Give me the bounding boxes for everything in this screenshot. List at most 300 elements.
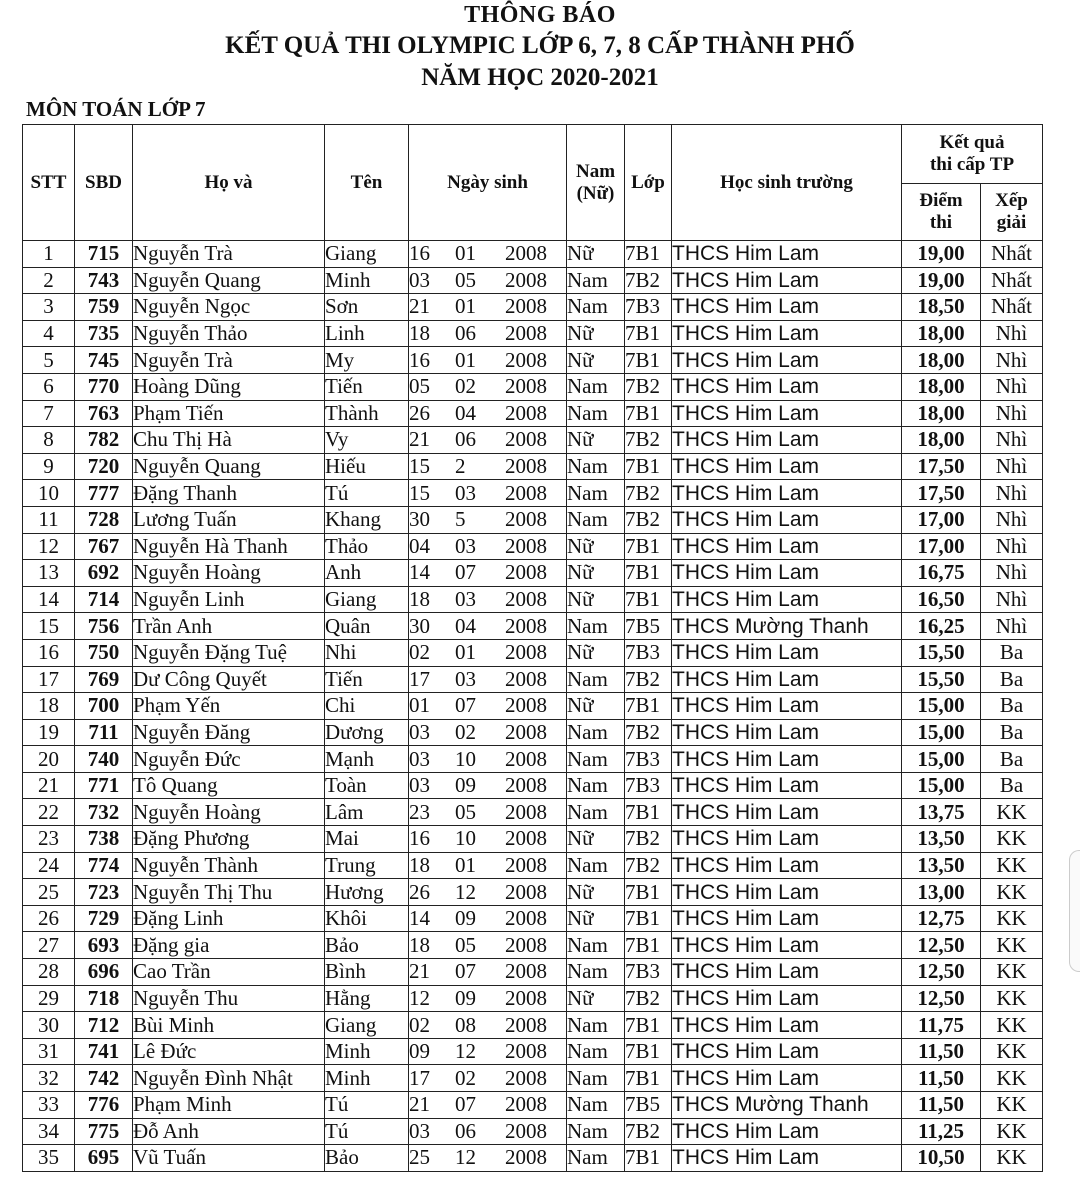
cell-stt: 20 [23, 746, 75, 773]
col-header-xep-b: giải [996, 212, 1027, 233]
cell-gioitinh: Nam [567, 1012, 625, 1039]
dob-year: 2008 [505, 294, 547, 319]
dob-year: 2008 [505, 347, 547, 372]
cell-xepgiai: KK [981, 879, 1043, 906]
cell-ho: Nguyễn Đình Nhật [133, 1065, 325, 1092]
cell-ngaysinh [409, 1118, 567, 1145]
results-table [22, 124, 1043, 1172]
cell-sbd: 718 [75, 985, 133, 1012]
cell-gioitinh: Nam [567, 480, 625, 507]
cell-diem: 19,00 [902, 241, 981, 268]
cell-truong: THCS Him Lam [672, 1065, 902, 1092]
col-header-ho: Họ và [133, 125, 325, 241]
col-header-ten: Tên [325, 125, 409, 241]
cell-stt: 25 [23, 879, 75, 906]
cell-ngaysinh [409, 959, 567, 986]
cell-ten: Minh [325, 1065, 409, 1092]
cell-diem: 15,00 [902, 693, 981, 720]
cell-sbd: 775 [75, 1118, 133, 1145]
cell-lop: 7B1 [625, 560, 672, 587]
dob-day: 26 [409, 879, 430, 904]
dob-month: 02 [455, 719, 476, 744]
cell-stt: 10 [23, 480, 75, 507]
results-title: KẾT QUẢ THI OLYMPIC LỚP 6, 7, 8 CẤP THÀNH PHỐ [225, 32, 855, 59]
cell-ten: Bảo [325, 932, 409, 959]
cell-stt: 9 [23, 453, 75, 480]
cell-stt: 32 [23, 1065, 75, 1092]
dob-month: 09 [455, 773, 476, 798]
dob-year: 2008 [505, 666, 547, 691]
col-header-ketqua-b: thi cấp TP [929, 154, 1015, 175]
col-header-ketqua [902, 125, 1043, 184]
col-header-lop: Lớp [625, 125, 672, 241]
cell-ho: Nguyễn Hoàng [133, 799, 325, 826]
cell-truong: THCS Him Lam [672, 1118, 902, 1145]
cell-sbd: 729 [75, 905, 133, 932]
cell-ngaysinh [409, 666, 567, 693]
cell-ngaysinh [409, 1065, 567, 1092]
cell-xepgiai: KK [981, 1065, 1043, 1092]
cell-ho: Cao Trần [133, 959, 325, 986]
dob-month: 02 [455, 1065, 476, 1090]
cell-truong: THCS Him Lam [672, 241, 902, 268]
dob-year: 2008 [505, 587, 547, 612]
cell-ho: Nguyễn Đức [133, 746, 325, 773]
dob-month: 04 [455, 613, 476, 638]
cell-truong: THCS Him Lam [672, 267, 902, 294]
dob-month: 10 [455, 746, 476, 771]
cell-sbd: 720 [75, 453, 133, 480]
cell-ten: Tú [325, 480, 409, 507]
dob-year: 2008 [505, 1065, 547, 1090]
cell-xepgiai: KK [981, 1038, 1043, 1065]
dob-day: 18 [409, 587, 430, 612]
dob-month: 05 [455, 267, 476, 292]
cell-xepgiai: Ba [981, 746, 1043, 773]
cell-stt: 15 [23, 613, 75, 640]
cell-ten: Sơn [325, 294, 409, 321]
cell-ho: Đỗ Anh [133, 1118, 325, 1145]
cell-gioitinh: Nữ [567, 241, 625, 268]
cell-stt: 12 [23, 533, 75, 560]
dob-day: 04 [409, 533, 430, 558]
cell-ten: Dương [325, 719, 409, 746]
cell-truong: THCS Him Lam [672, 586, 902, 613]
cell-ngaysinh [409, 1012, 567, 1039]
dob-month: 08 [455, 1012, 476, 1037]
dob-month: 09 [455, 985, 476, 1010]
cell-ngaysinh [409, 347, 567, 374]
cell-ngaysinh [409, 1092, 567, 1119]
dob-year: 2008 [505, 826, 547, 851]
cell-ho: Đặng gia [133, 932, 325, 959]
cell-ten: Thành [325, 400, 409, 427]
dob-month: 09 [455, 906, 476, 931]
cell-gioitinh: Nam [567, 1065, 625, 1092]
cell-gioitinh: Nam [567, 1145, 625, 1172]
cell-sbd: 695 [75, 1145, 133, 1172]
dob-day: 16 [409, 826, 430, 851]
cell-lop: 7B2 [625, 480, 672, 507]
table-row [23, 241, 1043, 268]
dob-year: 2008 [505, 879, 547, 904]
cell-diem: 18,00 [902, 427, 981, 454]
table-header-row [23, 125, 1043, 184]
cell-stt: 33 [23, 1092, 75, 1119]
cell-diem: 13,50 [902, 852, 981, 879]
table-row [23, 1038, 1043, 1065]
cell-xepgiai: Nhì [981, 506, 1043, 533]
dob-day: 15 [409, 480, 430, 505]
cell-gioitinh: Nam [567, 932, 625, 959]
cell-ten: Hằng [325, 985, 409, 1012]
cell-gioitinh: Nữ [567, 905, 625, 932]
dob-year: 2008 [505, 560, 547, 585]
cell-ngaysinh [409, 852, 567, 879]
cell-lop: 7B2 [625, 985, 672, 1012]
table-row [23, 400, 1043, 427]
cell-ten: Mạnh [325, 746, 409, 773]
dob-day: 26 [409, 400, 430, 425]
cell-ho: Phạm Yến [133, 693, 325, 720]
cell-ho: Bùi Minh [133, 1012, 325, 1039]
dob-month: 06 [455, 321, 476, 346]
cell-xepgiai: Ba [981, 693, 1043, 720]
cell-ten: Tú [325, 1092, 409, 1119]
dob-day: 03 [409, 746, 430, 771]
table-row [23, 267, 1043, 294]
table-row [23, 1145, 1043, 1172]
dob-day: 03 [409, 719, 430, 744]
dob-month: 03 [455, 533, 476, 558]
cell-ngaysinh [409, 560, 567, 587]
cell-diem: 17,50 [902, 480, 981, 507]
cell-diem: 13,00 [902, 879, 981, 906]
cell-ho: Nguyễn Hoàng [133, 560, 325, 587]
cell-ten: Giang [325, 586, 409, 613]
cell-stt: 30 [23, 1012, 75, 1039]
cell-ho: Đặng Thanh [133, 480, 325, 507]
cell-lop: 7B3 [625, 959, 672, 986]
cell-stt: 35 [23, 1145, 75, 1172]
cell-diem: 16,50 [902, 586, 981, 613]
cell-ho: Nguyễn Thành [133, 852, 325, 879]
cell-lop: 7B3 [625, 772, 672, 799]
cell-ten: Tú [325, 1118, 409, 1145]
cell-xepgiai: KK [981, 1012, 1043, 1039]
cell-xepgiai: Nhất [981, 241, 1043, 268]
table-row [23, 852, 1043, 879]
cell-truong: THCS Him Lam [672, 320, 902, 347]
dob-year: 2008 [505, 241, 547, 266]
cell-sbd: 774 [75, 852, 133, 879]
cell-sbd: 771 [75, 772, 133, 799]
dob-year: 2008 [505, 454, 547, 479]
cell-sbd: 715 [75, 241, 133, 268]
cell-ten: Anh [325, 560, 409, 587]
cell-lop: 7B5 [625, 613, 672, 640]
cell-truong: THCS Him Lam [672, 826, 902, 853]
cell-ho: Nguyễn Ngọc [133, 294, 325, 321]
cell-xepgiai: Ba [981, 719, 1043, 746]
cell-sbd: 743 [75, 267, 133, 294]
cell-ten: Khang [325, 506, 409, 533]
results-body [23, 241, 1043, 1172]
dob-month: 5 [455, 507, 466, 532]
cell-lop: 7B2 [625, 506, 672, 533]
cell-truong: THCS Mường Thanh [672, 1092, 902, 1119]
dob-year: 2008 [505, 267, 547, 292]
cell-stt: 18 [23, 693, 75, 720]
cell-xepgiai: KK [981, 985, 1043, 1012]
cell-gioitinh: Nam [567, 506, 625, 533]
cell-ngaysinh [409, 799, 567, 826]
cell-truong: THCS Him Lam [672, 799, 902, 826]
cell-gioitinh: Nữ [567, 347, 625, 374]
cell-gioitinh: Nam [567, 959, 625, 986]
cell-sbd: 763 [75, 400, 133, 427]
dob-day: 21 [409, 427, 430, 452]
cell-ho: Phạm Tiến [133, 400, 325, 427]
dob-day: 18 [409, 321, 430, 346]
cell-truong: THCS Him Lam [672, 506, 902, 533]
cell-gioitinh: Nam [567, 772, 625, 799]
cell-truong: THCS Him Lam [672, 1012, 902, 1039]
cell-lop: 7B1 [625, 400, 672, 427]
cell-ten: Linh [325, 320, 409, 347]
cell-sbd: 741 [75, 1038, 133, 1065]
dob-month: 07 [455, 560, 476, 585]
cell-ngaysinh [409, 320, 567, 347]
dob-year: 2008 [505, 1039, 547, 1064]
cell-diem: 11,50 [902, 1065, 981, 1092]
dob-day: 09 [409, 1039, 430, 1064]
cell-ngaysinh [409, 373, 567, 400]
cell-lop: 7B2 [625, 666, 672, 693]
cell-lop: 7B1 [625, 1012, 672, 1039]
cell-ngaysinh [409, 879, 567, 906]
cell-xepgiai: Nhất [981, 267, 1043, 294]
cell-ten: Lâm [325, 799, 409, 826]
cell-xepgiai: Nhì [981, 373, 1043, 400]
dob-year: 2008 [505, 932, 547, 957]
cell-sbd: 770 [75, 373, 133, 400]
dob-day: 12 [409, 985, 430, 1010]
cell-stt: 11 [23, 506, 75, 533]
cell-ho: Nguyễn Đặng Tuệ [133, 639, 325, 666]
cell-truong: THCS Him Lam [672, 985, 902, 1012]
cell-diem: 18,50 [902, 294, 981, 321]
dob-month: 03 [455, 587, 476, 612]
cell-lop: 7B1 [625, 799, 672, 826]
cell-xepgiai: Nhì [981, 453, 1043, 480]
cell-ten: Giang [325, 1012, 409, 1039]
cell-ho: Nguyễn Thảo [133, 320, 325, 347]
dob-day: 30 [409, 507, 430, 532]
dob-month: 01 [455, 241, 476, 266]
cell-ngaysinh [409, 772, 567, 799]
cell-ho: Nguyễn Thị Thu [133, 879, 325, 906]
cell-ten: Hiếu [325, 453, 409, 480]
cell-sbd: 711 [75, 719, 133, 746]
cell-diem: 15,00 [902, 772, 981, 799]
cell-stt: 13 [23, 560, 75, 587]
cell-sbd: 712 [75, 1012, 133, 1039]
cell-ten: Minh [325, 267, 409, 294]
dob-month: 2 [455, 454, 466, 479]
table-row [23, 772, 1043, 799]
col-header-ketqua-a: Kết quả [939, 132, 1005, 153]
cell-ho: Nguyễn Trà [133, 241, 325, 268]
dob-month: 10 [455, 826, 476, 851]
cell-xepgiai: KK [981, 959, 1043, 986]
cell-ngaysinh [409, 453, 567, 480]
cell-ngaysinh [409, 586, 567, 613]
cell-ho: Trần Anh [133, 613, 325, 640]
cell-ho: Nguyễn Quang [133, 267, 325, 294]
col-header-diem-b: thi [929, 212, 953, 233]
cell-lop: 7B1 [625, 586, 672, 613]
cell-gioitinh: Nam [567, 746, 625, 773]
cell-lop: 7B1 [625, 1145, 672, 1172]
dob-year: 2008 [505, 959, 547, 984]
cell-ho: Đặng Linh [133, 905, 325, 932]
cell-ngaysinh [409, 719, 567, 746]
table-row [23, 719, 1043, 746]
cell-truong: THCS Him Lam [672, 959, 902, 986]
col-header-diem-a: Điểm [919, 190, 963, 211]
dob-day: 14 [409, 906, 430, 931]
table-row [23, 1012, 1043, 1039]
table-row [23, 347, 1043, 374]
dob-day: 03 [409, 773, 430, 798]
cell-sbd: 759 [75, 294, 133, 321]
cell-gioitinh: Nam [567, 666, 625, 693]
cell-diem: 12,50 [902, 932, 981, 959]
dob-month: 06 [455, 1118, 476, 1143]
cell-diem: 13,75 [902, 799, 981, 826]
cell-diem: 12,50 [902, 985, 981, 1012]
cell-diem: 16,75 [902, 560, 981, 587]
table-row [23, 373, 1043, 400]
cell-diem: 12,75 [902, 905, 981, 932]
dob-month: 03 [455, 480, 476, 505]
col-header-xepgiai [981, 184, 1043, 241]
cell-ho: Đặng Phương [133, 826, 325, 853]
cell-lop: 7B1 [625, 932, 672, 959]
dob-year: 2008 [505, 719, 547, 744]
cell-ho: Nguyễn Linh [133, 586, 325, 613]
cell-stt: 29 [23, 985, 75, 1012]
cell-ten: Khôi [325, 905, 409, 932]
dob-month: 07 [455, 693, 476, 718]
cell-ten: My [325, 347, 409, 374]
cell-diem: 13,50 [902, 826, 981, 853]
table-row [23, 1118, 1043, 1145]
cell-ho: Nguyễn Thu [133, 985, 325, 1012]
cell-xepgiai: KK [981, 932, 1043, 959]
cell-lop: 7B1 [625, 905, 672, 932]
cell-gioitinh: Nam [567, 719, 625, 746]
cell-diem: 11,50 [902, 1038, 981, 1065]
table-row [23, 320, 1043, 347]
cell-xepgiai: Nhất [981, 294, 1043, 321]
cell-gioitinh: Nữ [567, 639, 625, 666]
cell-ho: Hoàng Dũng [133, 373, 325, 400]
cell-lop: 7B2 [625, 427, 672, 454]
cell-lop: 7B2 [625, 826, 672, 853]
cell-stt: 23 [23, 826, 75, 853]
cell-diem: 15,50 [902, 639, 981, 666]
table-row [23, 959, 1043, 986]
cell-truong: THCS Him Lam [672, 639, 902, 666]
cell-truong: THCS Him Lam [672, 400, 902, 427]
cell-stt: 7 [23, 400, 75, 427]
cell-ngaysinh [409, 905, 567, 932]
dob-day: 15 [409, 454, 430, 479]
cell-stt: 27 [23, 932, 75, 959]
cell-sbd: 767 [75, 533, 133, 560]
table-row [23, 294, 1043, 321]
dob-year: 2008 [505, 374, 547, 399]
cell-sbd: 735 [75, 320, 133, 347]
dob-year: 2008 [505, 321, 547, 346]
cell-ngaysinh [409, 985, 567, 1012]
cell-stt: 21 [23, 772, 75, 799]
cell-ten: Bảo [325, 1145, 409, 1172]
cell-stt: 17 [23, 666, 75, 693]
cell-diem: 10,50 [902, 1145, 981, 1172]
dob-year: 2008 [505, 773, 547, 798]
cell-ten: Tiến [325, 666, 409, 693]
dob-year: 2008 [505, 533, 547, 558]
cell-xepgiai: KK [981, 799, 1043, 826]
cell-gioitinh: Nữ [567, 879, 625, 906]
dob-month: 05 [455, 799, 476, 824]
cell-diem: 15,00 [902, 746, 981, 773]
cell-ten: Hương [325, 879, 409, 906]
cell-lop: 7B2 [625, 719, 672, 746]
col-header-truong: Học sinh trường [672, 125, 902, 241]
cell-stt: 2 [23, 267, 75, 294]
scroll-edge-handle[interactable] [1069, 850, 1080, 972]
cell-xepgiai: Ba [981, 666, 1043, 693]
cell-xepgiai: Nhì [981, 586, 1043, 613]
cell-stt: 5 [23, 347, 75, 374]
cell-ten: Quân [325, 613, 409, 640]
cell-xepgiai: KK [981, 905, 1043, 932]
cell-truong: THCS Him Lam [672, 772, 902, 799]
dob-day: 14 [409, 560, 430, 585]
table-row [23, 506, 1043, 533]
cell-truong: THCS Him Lam [672, 905, 902, 932]
cell-truong: THCS Him Lam [672, 746, 902, 773]
dob-year: 2008 [505, 693, 547, 718]
cell-ngaysinh [409, 826, 567, 853]
cell-gioitinh: Nam [567, 294, 625, 321]
table-row [23, 427, 1043, 454]
dob-day: 23 [409, 799, 430, 824]
cell-lop: 7B1 [625, 347, 672, 374]
cell-ten: Minh [325, 1038, 409, 1065]
cell-truong: THCS Him Lam [672, 1145, 902, 1172]
table-row [23, 693, 1043, 720]
cell-truong: THCS Him Lam [672, 852, 902, 879]
cell-ten: Thảo [325, 533, 409, 560]
dob-day: 21 [409, 294, 430, 319]
cell-lop: 7B2 [625, 373, 672, 400]
cell-xepgiai: Nhì [981, 427, 1043, 454]
